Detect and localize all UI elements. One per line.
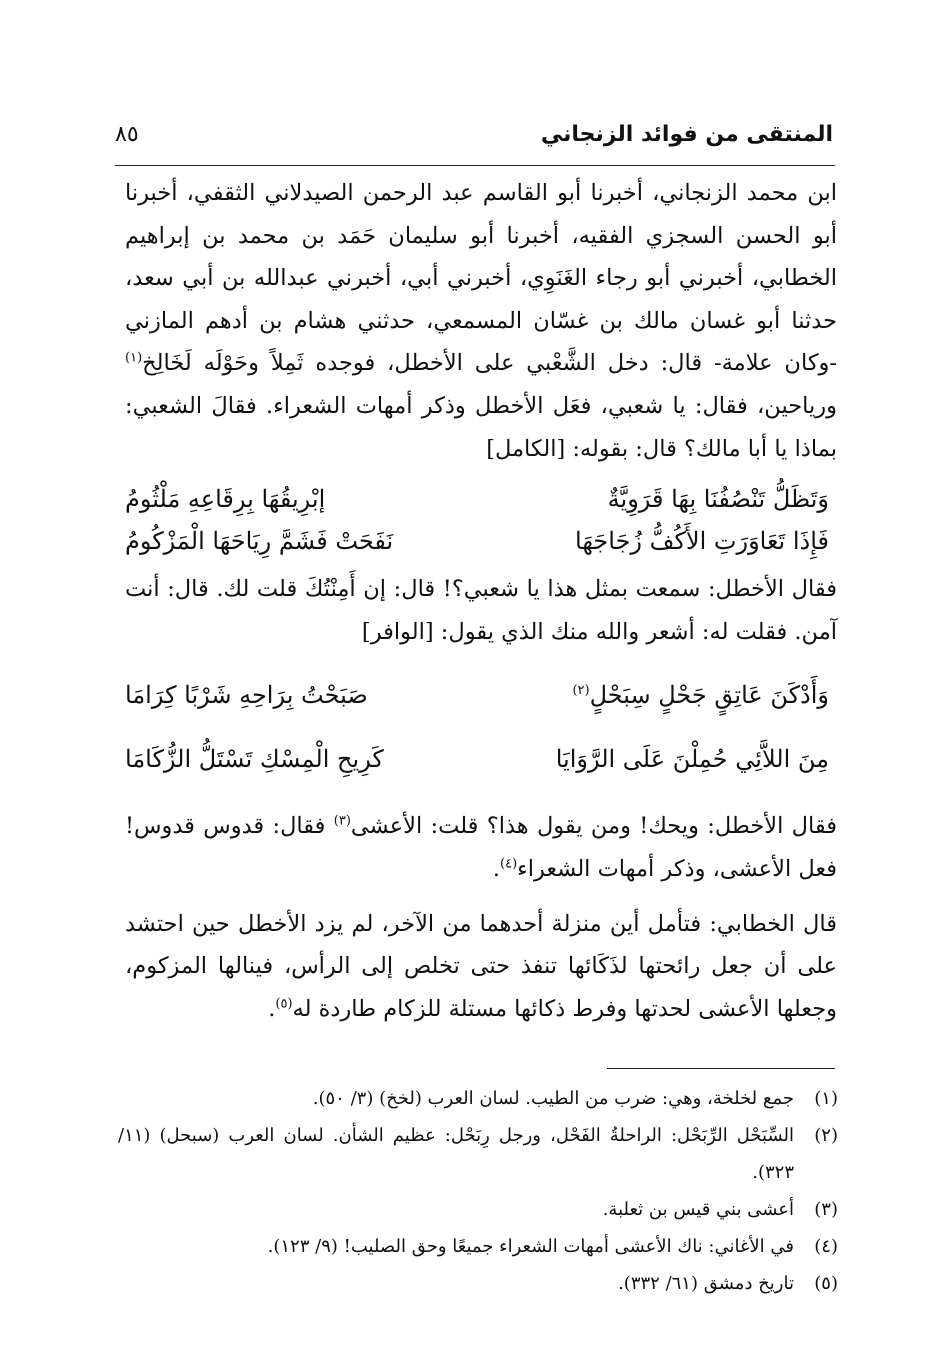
footnote-item: [118, 1191, 838, 1228]
verse-line-1: [125, 478, 837, 520]
verse-hemistich: مِنَ اللاَّئِي حُمِلْنَ عَلَى الرَّوَايَا: [555, 745, 829, 774]
footnote-text: أعشى بني قيس بن ثعلبة.: [602, 1199, 794, 1220]
verse-hemistich: كَرِيحِ الْمِسْكِ تَسْتَلُّ الزُّكَامَا: [125, 745, 384, 774]
verse-hemistich: وَتَظَلُّ تَنْصُفُنَا بِهَا قَرَوِيَّةٌ: [607, 485, 829, 514]
footnote-item: [118, 1080, 838, 1117]
footnote-text: جمع لخلخة، وهي: ضرب من الطيب. لسان العرب (لخخ) (٣/ ٥٠).: [312, 1088, 794, 1109]
footnote-number: (٢): [814, 1125, 838, 1146]
paragraph-isnad: ابن محمد الزنجاني، أخبرنا أبو القاسم عبد الرحمن الصيدلاني الثقفي، أخبرنا أبو الحسن السجزي الفقيه، أخبرنا أبو سليمان حَمَد بن محمد بن إبراهيم الخطابي، أخبرني أبو رجاء الغَنَوِي، أخبرني أبي، أخبرني عبدالله بن أبي سعد، حدثنا أبو غسان مالك بن غسّان المسمعي، حدثني هشام بن أدهم المازني -وكان علامة- قال: دخل الشَّعْبي على الأخطل، فوجده ثَمِلاً وحَوْلَه لَخَالِخ$^{(١)}$ ورياحين، فقال: يا شعبي، فعَل الأخطل وذكر أمهات الشعراء. فقالَ الشعبي: بماذا يا أبا مالك؟ قال: بقوله: [الكامل]: [125, 180, 837, 462]
verse-line-2: [125, 520, 837, 562]
footnote-number: (٣): [814, 1199, 838, 1220]
footnote-item: [118, 1117, 838, 1191]
footnote-text: السِّبَحْل الرِّبَحْل: الراحلةُ الفَحْل، ورجل رِبَحْل: عظيم الشأن. لسان العرب (سبحل) (١١/ ٣٢٣).: [118, 1125, 794, 1183]
footnote-item: [118, 1228, 838, 1265]
page-header: [115, 118, 833, 158]
footnote-text: في الأغاني: ناك الأعشى أمهات الشعراء جميعًا وحق الصليب! (٩/ ١٢٣).: [267, 1236, 794, 1257]
verse-hemistich: نَفَحَتْ فَشَمَّ رِيَاحَهَا الْمَزْكُومُ: [125, 527, 394, 556]
paragraph-khattabi: قال الخطابي: فتأمل أين منزلة أحدهما من الآخر، لم يزد الأخطل حين احتشد على أن جعل رائحتها لذَكَائها تنفذ حتى تخلص إلى الرأس، فينالها المزكوم، وجعلها الأعشى لحدتها وفرط ذكائها مستلة للزكام طاردة له$^{(٥)}$.: [125, 910, 837, 1022]
footnote-ref-1[interactable]: (١): [125, 350, 143, 366]
paragraph-dialogue: فقال الأخطل: سمعت بمثل هذا يا شعبي؟! قال: إن أَمِنْتُكَ قلت لك. قال: أنت آمن. فقلت له: أشعر والله منك الذي يقول: [الوافر]: [125, 576, 837, 645]
verse-hemistich: صَبَحْتُ بِرَاحِهِ شَرْبًا كِرَامَا: [125, 681, 368, 710]
footnote-number: (٤): [814, 1236, 838, 1257]
footnote-number: (٥): [814, 1273, 838, 1294]
page-number: ٨٥: [115, 122, 139, 147]
verse-hemistich: فَإِذَا تَعَاوَرَتِ الأَكُفُّ زُجَاجَهَا: [575, 527, 829, 556]
header-divider: [115, 165, 835, 166]
footnote-item: [118, 1265, 838, 1302]
footnote-ref-4[interactable]: (٤): [500, 856, 518, 872]
verse-hemistich: إبْرِيقُهَا بِرِقَاعِهِ مَلْثُومُ: [125, 485, 326, 514]
main-text: [125, 172, 837, 1030]
footnote-ref-5[interactable]: (٥): [275, 996, 293, 1012]
verse-line-3: [125, 663, 837, 727]
paragraph-akhtal-reply: فقال الأخطل: ويحك! ومن يقول هذا؟ قلت: الأعشى$^{(٣)}$ فقال: قدوس قدوس! فعل الأعشى، وذكر أمهات الشعراء$^{(٤)}$.: [125, 813, 837, 882]
running-title: المنتقى من فوائد الزنجاني: [540, 122, 833, 147]
verse-hemistich: وَأَدْكَنَ عَاتِقٍ جَحْلٍ سِبَحْلٍ$^{(٢)}$: [572, 681, 829, 710]
verse-line-4: [125, 727, 837, 791]
footnote-text: تاريخ دمشق (٦١/ ٣٣٢).: [618, 1273, 794, 1294]
footnotes: [118, 1080, 838, 1302]
footnote-number: (١): [814, 1088, 838, 1109]
footnote-divider: [607, 1068, 835, 1069]
footnote-ref-3[interactable]: (٣): [333, 813, 351, 829]
footnote-ref-2[interactable]: (٢): [572, 683, 590, 699]
